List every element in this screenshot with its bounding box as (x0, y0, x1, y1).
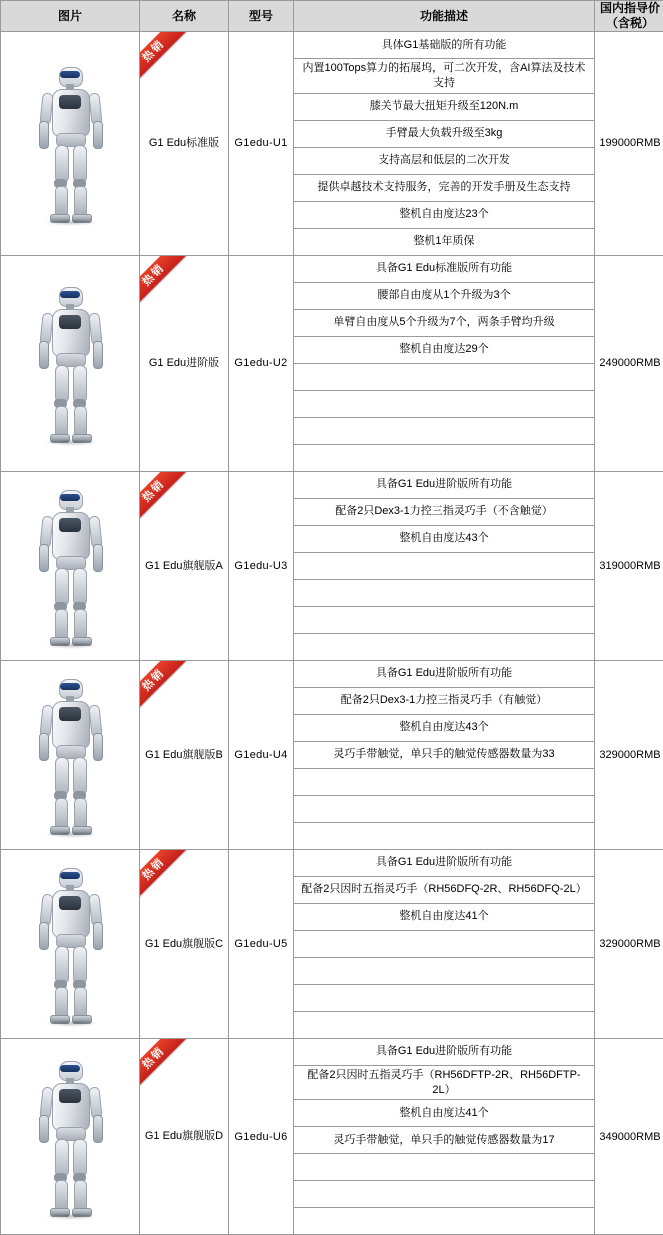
feature-list (294, 32, 594, 255)
product-image-cell (1, 849, 140, 1038)
product-model-label: G1edu-U6 (229, 1038, 294, 1235)
feature-item: 整机自由度达23个 (294, 201, 594, 228)
feature-item: 手臂最大负载升级至3kg (294, 120, 594, 147)
product-model-label: G1edu-U2 (229, 255, 294, 471)
feature-item (294, 552, 594, 579)
feature-item: 具备G1 Edu进阶版所有功能 (294, 472, 594, 499)
table-row (1, 660, 663, 849)
product-image-cell (1, 471, 140, 660)
feature-item (294, 606, 594, 633)
table-header-row (1, 1, 663, 32)
feature-item: 具备G1 Edu进阶版所有功能 (294, 850, 594, 877)
product-name-label: G1 Edu旗舰版B (140, 748, 228, 762)
feature-item: 单臂自由度从5个升级为7个，两条手臂均升级 (294, 309, 594, 336)
feature-item: 整机自由度达43个 (294, 525, 594, 552)
feature-item (294, 1011, 594, 1038)
feature-item: 提供卓越技术支持服务，完善的开发手册及生态支持 (294, 174, 594, 201)
table-row (1, 32, 663, 256)
feature-item (294, 768, 594, 795)
feature-item (294, 930, 594, 957)
product-name-label: G1 Edu标准版 (140, 136, 228, 150)
table-row (1, 849, 663, 1038)
product-description-cell (294, 255, 595, 471)
feature-item (294, 984, 594, 1011)
table-row (1, 255, 663, 471)
feature-item (294, 633, 594, 660)
product-name-label: G1 Edu旗舰版D (140, 1129, 228, 1143)
product-name-cell (140, 849, 229, 1038)
hot-sale-ribbon: 热销 (140, 255, 195, 315)
product-name-label: G1 Edu旗舰版C (140, 937, 228, 951)
feature-list (294, 256, 594, 471)
column-header-image: 图片 (1, 1, 140, 32)
feature-item: 配备2只因时五指灵巧手（RH56DFQ-2R、RH56DFQ-2L） (294, 876, 594, 903)
product-model-label: G1edu-U5 (229, 849, 294, 1038)
feature-item (294, 957, 594, 984)
feature-list (294, 661, 594, 849)
table-body (1, 32, 663, 1235)
product-price-label: 329000RMB (595, 849, 663, 1038)
column-header-name: 名称 (140, 1, 229, 32)
product-description-cell (294, 660, 595, 849)
feature-list (294, 472, 594, 660)
feature-item (294, 795, 594, 822)
product-price-label: 329000RMB (595, 660, 663, 849)
product-name-cell (140, 660, 229, 849)
feature-item (294, 822, 594, 849)
feature-item (294, 417, 594, 444)
feature-item (294, 363, 594, 390)
feature-item: 内置100Tops算力的拓展坞，可二次开发，含AI算法及技术支持 (294, 59, 594, 94)
feature-list (294, 850, 594, 1038)
product-model-label: G1edu-U1 (229, 32, 294, 256)
feature-item: 腰部自由度从1个升级为3个 (294, 282, 594, 309)
hot-sale-ribbon: 热销 (140, 1038, 195, 1098)
feature-item (294, 579, 594, 606)
product-name-label: G1 Edu旗舰版A (140, 559, 228, 573)
humanoid-robot-photo (28, 868, 112, 1028)
feature-item: 配备2只因时五指灵巧手（RH56DFTP-2R、RH56DFTP-2L） (294, 1065, 594, 1100)
feature-item: 配备2只Dex3-1力控三指灵巧手（不含触觉） (294, 498, 594, 525)
column-header-model: 型号 (229, 1, 294, 32)
humanoid-robot-photo (28, 287, 112, 447)
hot-sale-ribbon: 热销 (140, 32, 195, 92)
feature-item: 整机自由度达29个 (294, 336, 594, 363)
product-name-label: G1 Edu进阶版 (140, 356, 228, 370)
feature-item: 具备G1 Edu进阶版所有功能 (294, 661, 594, 688)
product-description-cell (294, 471, 595, 660)
feature-item: 具体G1基础版的所有功能 (294, 32, 594, 59)
humanoid-robot-photo (28, 679, 112, 839)
feature-item: 配备2只Dex3-1力控三指灵巧手（有触觉） (294, 687, 594, 714)
product-description-cell (294, 849, 595, 1038)
column-header-description: 功能描述 (294, 1, 595, 32)
column-header-price-line2: （含税） (595, 16, 663, 31)
feature-item: 整机自由度达43个 (294, 714, 594, 741)
feature-item (294, 1208, 594, 1235)
product-price-label: 319000RMB (595, 471, 663, 660)
product-name-cell (140, 32, 229, 256)
product-model-label: G1edu-U4 (229, 660, 294, 849)
feature-item (294, 444, 594, 471)
feature-item: 整机自由度达41个 (294, 1100, 594, 1127)
feature-item (294, 1154, 594, 1181)
feature-item: 具备G1 Edu标准版所有功能 (294, 256, 594, 283)
feature-item: 支持高层和低层的二次开发 (294, 147, 594, 174)
feature-item: 具备G1 Edu进阶版所有功能 (294, 1039, 594, 1066)
product-price-label: 199000RMB (595, 32, 663, 256)
product-price-label: 249000RMB (595, 255, 663, 471)
product-name-cell (140, 255, 229, 471)
product-image-cell (1, 32, 140, 256)
feature-item (294, 390, 594, 417)
product-image-cell (1, 660, 140, 849)
humanoid-robot-photo (28, 67, 112, 227)
table-row (1, 1038, 663, 1235)
product-description-cell (294, 1038, 595, 1235)
table-row (1, 471, 663, 660)
feature-item: 整机自由度达41个 (294, 903, 594, 930)
column-header-price-line1: 国内指导价 (595, 1, 663, 16)
hot-sale-ribbon: 热销 (140, 660, 195, 720)
feature-item: 膝关节最大扭矩升级至120N.m (294, 93, 594, 120)
humanoid-robot-photo (28, 490, 112, 650)
hot-sale-ribbon: 热销 (140, 471, 195, 531)
column-header-price (595, 1, 663, 32)
product-description-cell (294, 32, 595, 256)
product-model-label: G1edu-U3 (229, 471, 294, 660)
feature-item: 整机1年质保 (294, 228, 594, 255)
product-image-cell (1, 1038, 140, 1235)
product-name-cell (140, 471, 229, 660)
feature-item (294, 1181, 594, 1208)
product-image-cell (1, 255, 140, 471)
product-name-cell (140, 1038, 229, 1235)
feature-item: 灵巧手带触觉，单只手的触觉传感器数量为17 (294, 1127, 594, 1154)
feature-item: 灵巧手带触觉，单只手的触觉传感器数量为33 (294, 741, 594, 768)
humanoid-robot-photo (28, 1061, 112, 1221)
product-price-label: 349000RMB (595, 1038, 663, 1235)
feature-list (294, 1039, 594, 1235)
hot-sale-ribbon: 热销 (140, 849, 195, 909)
